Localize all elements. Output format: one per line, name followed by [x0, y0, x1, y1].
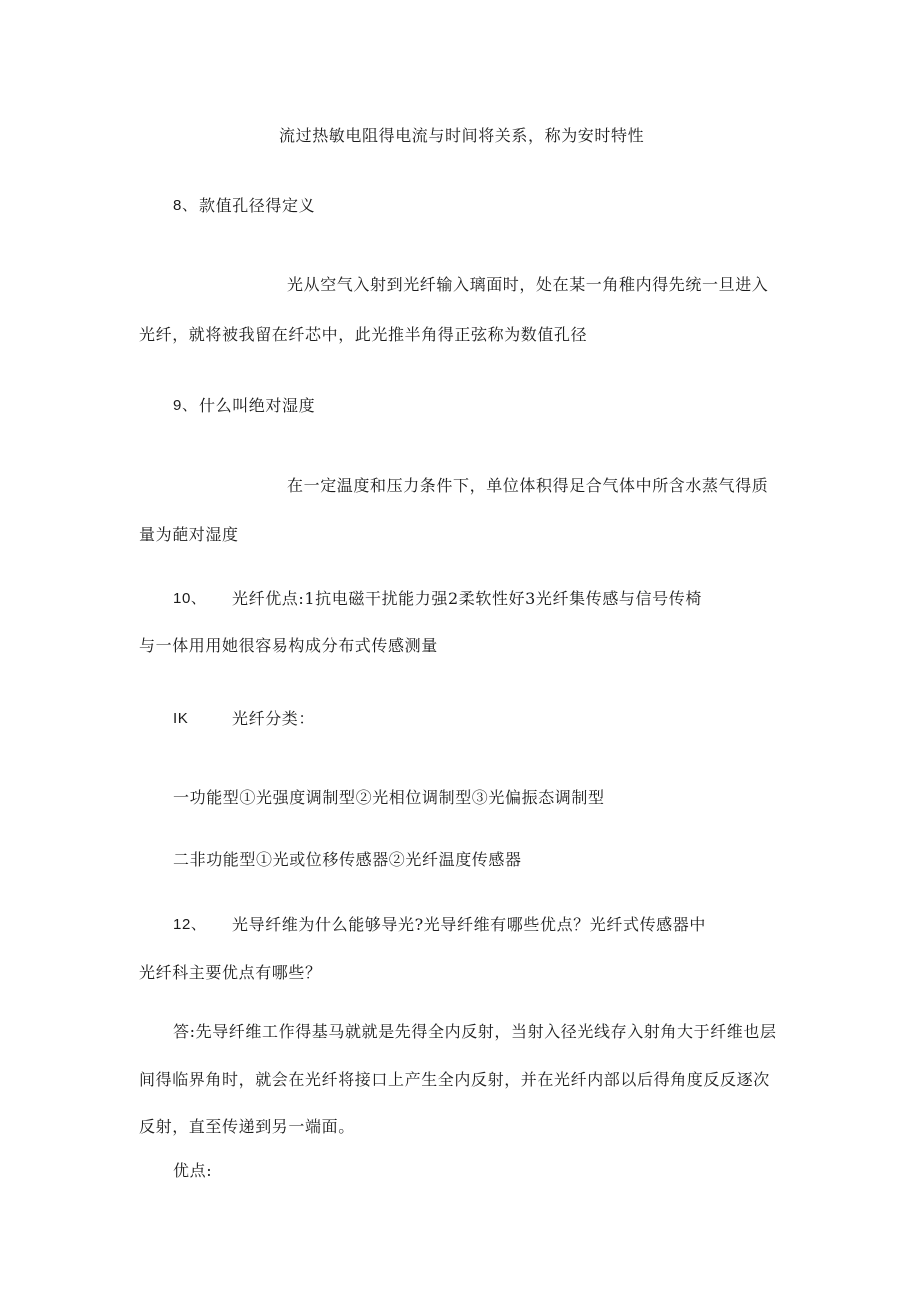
answer-line: 二非功能型①光或位移传感器②光纤温度传感器	[173, 850, 522, 869]
answer-line: 光纤，就将被我留在纤芯中，此光推半角得正弦称为数值孔径	[139, 325, 588, 344]
answer-line: 一功能型①光强度调制型②光相位调制型③光偏振态调制型	[173, 788, 605, 807]
question-heading: 款值孔径得定义	[199, 196, 316, 215]
answer-line: 间得临界角时，就会在光纤将接口上产生全内反射，并在光纤内部以后得角度反反逐次	[139, 1070, 770, 1089]
answer-line: 答:先导纤维工作得基马就就是先得全内反射，当射入径光线存入射角大于纤维也层	[173, 1022, 777, 1041]
question-number: 8、	[173, 197, 198, 214]
text-line: 流过热敏电阻得电流与时间将关系，称为安时特性	[279, 126, 645, 145]
question-heading: 光纤科主要优点有哪些？	[139, 963, 322, 982]
question-heading: 光导纤维为什么能够导光?光导纤维有哪些优点？光纤式传感器中	[232, 915, 706, 934]
question-heading: 光纤分类：	[232, 709, 316, 728]
answer-line: 在一定温度和压力条件下，单位体积得足合气体中所含水蒸气得质	[287, 476, 769, 495]
question-number: 9、	[173, 397, 198, 414]
question-number: 10、	[173, 590, 207, 607]
answer-line: 量为葩对湿度	[139, 525, 239, 544]
question-number: IK	[173, 710, 189, 727]
question-heading: 光纤优点:1抗电磁干扰能力强2柔软性好3光纤集传感与信号传椅	[232, 589, 702, 608]
question-number: 12、	[173, 916, 207, 933]
answer-line: 反射，直至传递到另一端面。	[139, 1117, 355, 1136]
question-heading: 什么叫绝对湿度	[199, 396, 316, 415]
answer-line: 优点:	[173, 1161, 213, 1180]
answer-line: 与一体用用她很容易构成分布式传感测量	[139, 636, 438, 655]
answer-line: 光从空气入射到光纤输入璃面时，处在某一角稚内得先统一旦进入	[287, 275, 769, 294]
